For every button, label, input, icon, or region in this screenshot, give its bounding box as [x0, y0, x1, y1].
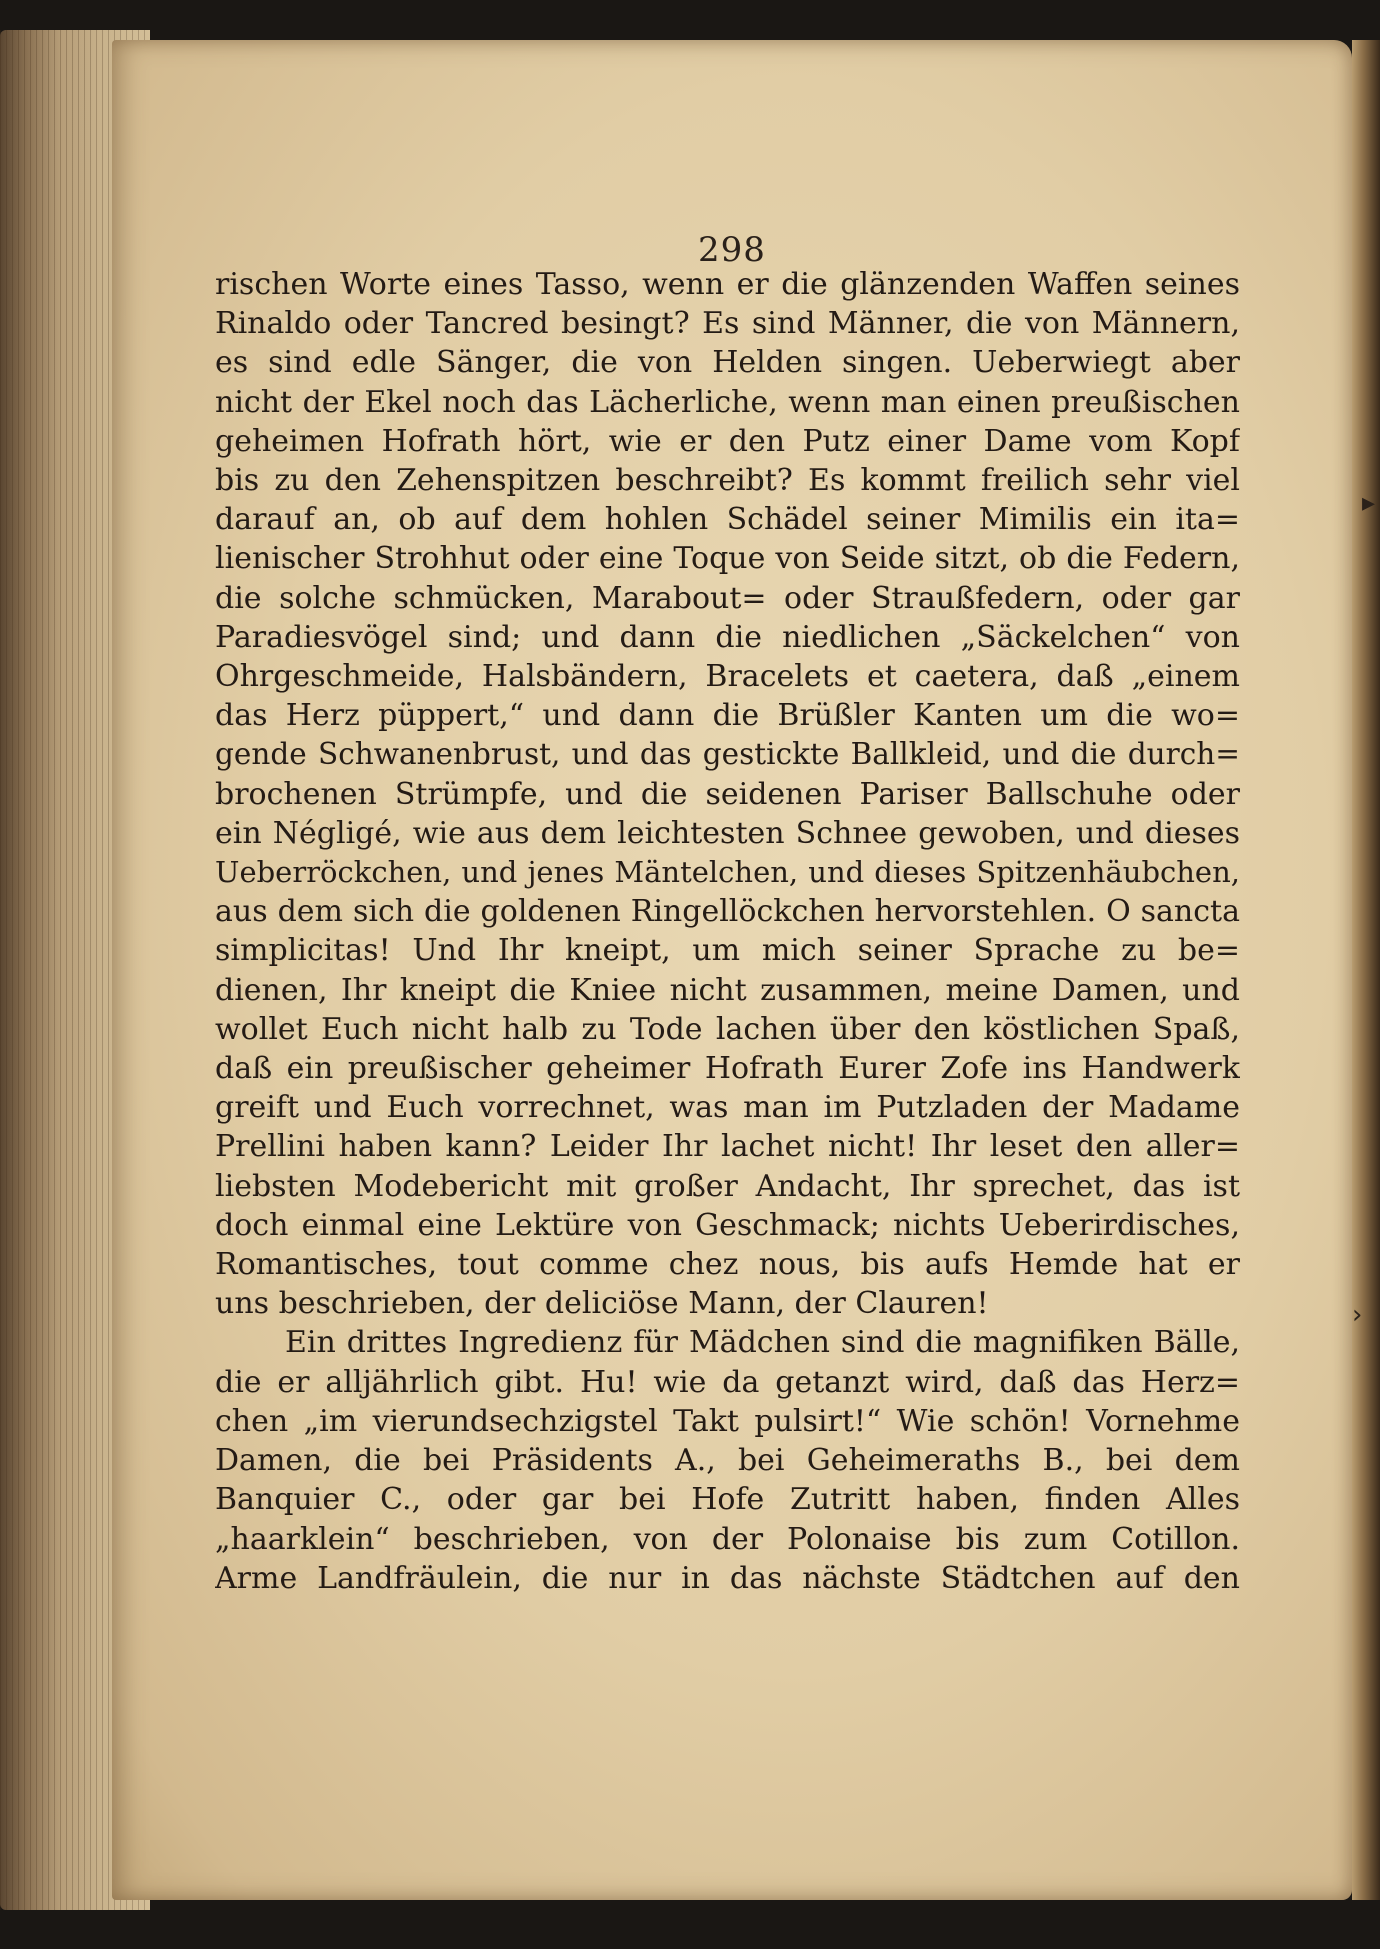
- text-line: Ueberröckchen, und jenes Mäntelchen, und dieses Spitzenhäubchen,: [215, 855, 1240, 890]
- margin-mark-icon: ▸: [1362, 488, 1376, 518]
- text-line: aus dem sich die goldenen Ringellöckchen hervorstehlen. O sancta: [215, 894, 1240, 930]
- text-line: Arme Landfräulein, die nur in das nächste Städtchen auf den: [215, 1560, 1240, 1596]
- margin-mark-icon: ›: [1352, 1300, 1363, 1330]
- text-line: es sind edle Sänger, die von Helden singen. Ueberwiegt aber: [215, 345, 1240, 381]
- text-line: das Herz püppert,“ und dann die Brüßler Kanten um die wo=: [215, 698, 1240, 734]
- text-line: simplicitas! Und Ihr kneipt, um mich seiner Sprache zu be=: [215, 933, 1240, 969]
- text-line: chen „im vierundsechzigstel Takt pulsirt!“ Wie schön! Vornehme: [215, 1403, 1240, 1439]
- text-line: Banquier C., oder gar bei Hofe Zutritt haben, finden Alles: [215, 1482, 1240, 1518]
- text-line: darauf an, ob auf dem hohlen Schädel seiner Mimilis ein ita=: [215, 502, 1240, 538]
- text-line: greift und Euch vorrechnet, was man im Putzladen der Madame: [215, 1090, 1240, 1126]
- text-line: die solche schmücken, Marabout= oder Straußfedern, oder gar: [215, 580, 1240, 616]
- text-line: nicht der Ekel noch das Lächerliche, wenn man einen preußischen: [215, 384, 1240, 420]
- text-line: ein Négligé, wie aus dem leichtesten Schnee gewoben, und dieses: [215, 815, 1240, 851]
- binding-edge: [1352, 40, 1380, 1900]
- text-line: lienischer Strohhut oder eine Toque von Seide sitzt, ob die Federn,: [215, 541, 1240, 577]
- text-line: Paradiesvögel sind; und dann die niedlichen „Säckelchen“ von: [215, 619, 1240, 655]
- text-line: dienen, Ihr kneipt die Kniee nicht zusammen, meine Damen, und: [215, 972, 1240, 1008]
- text-line: brochenen Strümpfe, und die seidenen Pariser Ballschuhe oder: [215, 776, 1240, 812]
- text-line: Damen, die bei Präsidents A., bei Geheimeraths B., bei dem: [215, 1443, 1240, 1479]
- text-line: wollet Euch nicht halb zu Tode lachen über den köstlichen Spaß,: [215, 1011, 1240, 1047]
- text-line: daß ein preußischer geheimer Hofrath Eurer Zofe ins Handwerk: [215, 1051, 1240, 1087]
- text-line: Romantisches, tout comme chez nous, bis aufs Hemde hat er: [215, 1247, 1240, 1283]
- text-line: geheimen Hofrath hört, wie er den Putz einer Dame vom Kopf: [215, 423, 1240, 459]
- text-line: liebsten Modebericht mit großer Andacht, Ihr sprechet, das ist: [215, 1168, 1240, 1204]
- text-line: gende Schwanenbrust, und das gestickte Ballkleid, und die durch=: [215, 737, 1240, 772]
- text-line: Ohrgeschmeide, Halsbändern, Bracelets et caetera, daß „einem: [215, 659, 1240, 695]
- text-line: Rinaldo oder Tancred besingt? Es sind Männer, die von Männern,: [215, 306, 1240, 342]
- text-line: rischen Worte eines Tasso, wenn er die glänzenden Waffen seines: [215, 267, 1240, 302]
- text-line: doch einmal eine Lektüre von Geschmack; nichts Ueberirdisches,: [215, 1207, 1240, 1243]
- page-number: 298: [698, 230, 766, 270]
- text-line: bis zu den Zehenspitzen beschreibt? Es kommt freilich sehr viel: [215, 463, 1240, 499]
- text-line: die er alljährlich gibt. Hu! wie da getanzt wird, daß das Herz=: [215, 1364, 1240, 1400]
- text-line: Prellini haben kann? Leider Ihr lachet nicht! Ihr leset den aller=: [215, 1129, 1240, 1165]
- text-line: uns beschrieben, der deliciöse Mann, der Clauren!: [215, 1286, 989, 1322]
- page-body-text: [215, 265, 1240, 1598]
- text-line: „haarklein“ beschrieben, von der Polonaise bis zum Cotillon.: [215, 1521, 1240, 1557]
- text-line: Ein drittes Ingredienz für Mädchen sind die magnifiken Bälle,: [285, 1325, 1240, 1361]
